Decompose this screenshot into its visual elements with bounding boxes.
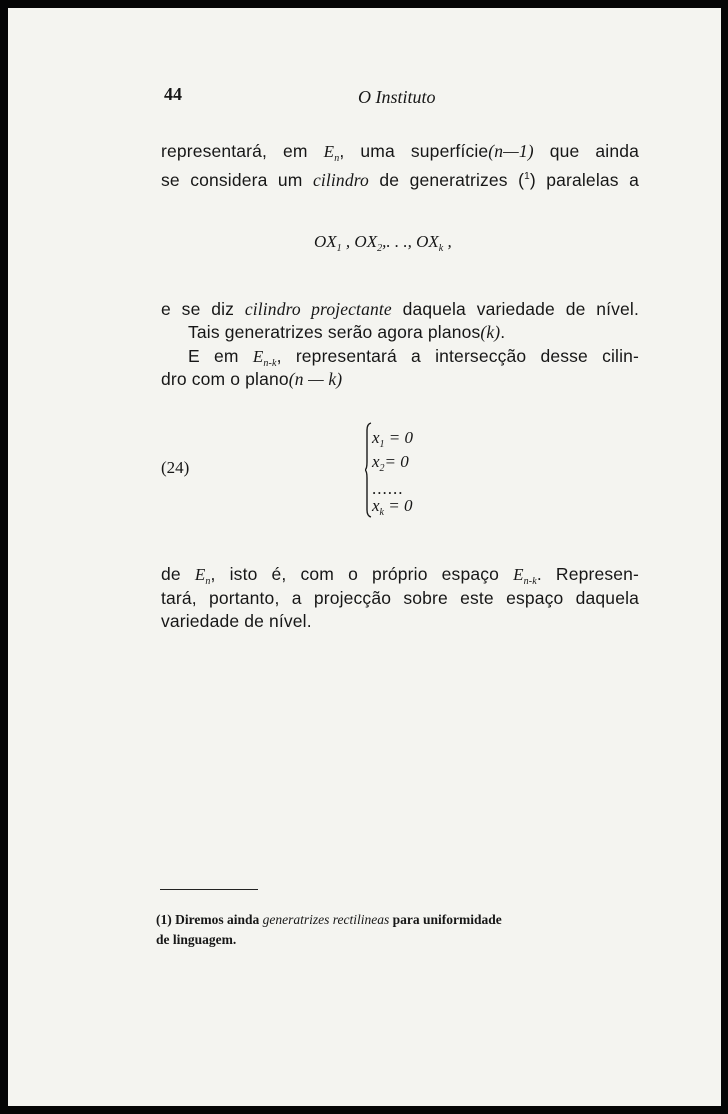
body-line-1: representará, em $E_n$, uma superfície(n—1) que ainda [161,141,639,164]
page-number: 44 [164,84,182,104]
footnote-rule [160,889,258,890]
scanned-page [8,8,721,1106]
system-ellipsis: ...... [372,479,404,498]
math-E-n: $E_n$ [323,142,340,164]
body-line-8: tará, portanto, a projecção sobre este espaço daquela [161,588,639,608]
footnote-marker: (1) [156,912,172,927]
body-line-6: dro com o plano(n — k) [161,369,343,389]
system-row-1: $x_1 = 0$ [372,428,414,450]
footnote-line-2: de linguagem. [156,932,237,947]
body-line-5: E em $E_{n-k}$, representará a intersecção desse cilin- [188,346,639,369]
body-line-2: se considera um cilindro de generatrizes ($^1$) paralelas a [161,170,639,190]
math-E-n: $E_n$ [194,565,211,587]
running-title: O Instituto [358,87,436,107]
body-line-7: de $E_n$, isto é, com o próprio espaço $E_{n-k}$. Represen- [161,564,639,587]
math-E-n-minus-k: $E_{n-k}$ [252,347,277,369]
body-line-3: e se diz cilindro projectante daquela variedade de nível. [161,299,639,319]
footnote-reference: 1 [524,171,530,182]
equation-number: (24) [161,458,190,477]
body-line-9: variedade de nível. [161,611,312,631]
display-formula: $OX_1$ , $OX_2$,. . ., $OX_k$ , [314,232,452,254]
body-line-4: Tais generatrizes serão agora planos(k). [188,322,506,342]
footnote-line-1: (1) Diremos ainda generatrizes rectilineas para uniformidade [156,912,502,927]
math-E-n-minus-k: $E_{n-k}$ [513,565,537,587]
system-row-k: $x_k = 0$ [372,496,413,518]
left-brace [365,422,372,518]
system-row-2: $x_2= 0$ [372,452,409,474]
